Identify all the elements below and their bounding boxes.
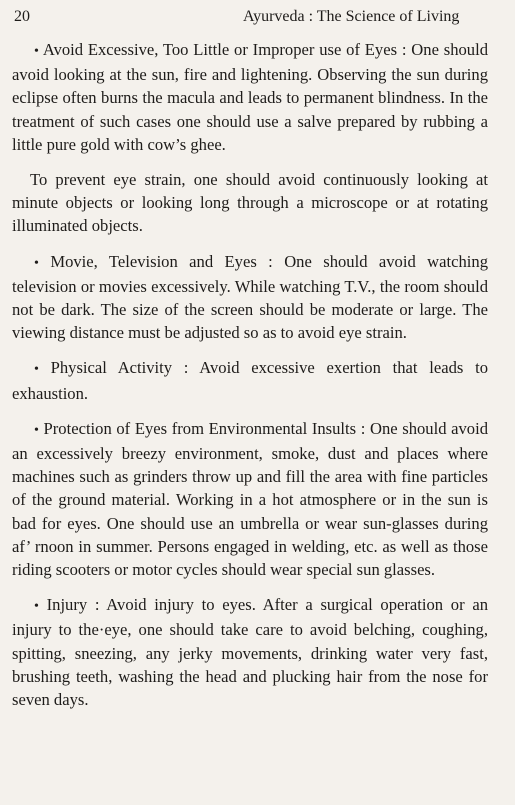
paragraph-text: Movie, Television and Eyes : One should avoid watching television or movies excessively. While watching T.V., the room should not be dark. The size of the screen should be moderate or large. The viewing distance must be adjusted so as to avoid eye strain. (12, 251, 488, 343)
paragraph-text: To prevent eye strain, one should avoid continuously looking at minute objects or looking long through a microscope or at rotating illuminated objects. (12, 170, 488, 236)
page-number: 20 (14, 8, 30, 25)
bullet-icon: • (34, 599, 39, 615)
paragraph-movie-tv (12, 250, 488, 345)
paragraph-eye-use (12, 38, 488, 156)
bullet-icon: • (34, 422, 39, 438)
paragraph-injury (12, 593, 488, 711)
paragraph-text: Protection of Eyes from Environmental Insults : One should avoid an excessively breezy environment, smoke, dust and places where machines such as grinders throw up and fill the area with fine particles of the ground material. Working in a hot atmosphere or in the sun is bad for eyes. One should use an umbrella or wear sun-glasses during af’ rnoon in summer. Persons engaged in welding, etc. as well as those riding scooters or motor cycles should wear special sun glasses. (12, 418, 489, 580)
page-body (12, 38, 488, 711)
paragraph-eye-strain (12, 168, 488, 238)
paragraph-environment (12, 417, 488, 581)
bullet-icon: • (34, 255, 39, 271)
paragraph-text: Injury : Avoid injury to eyes. After a surgical operation or an injury to the·eye, one should take care to avoid belching, coughing, spitting, sneezing, any jerky movements, drinking water very fast, brushing teeth, washing the head and plucking hair from the nose for seven days. (12, 595, 488, 710)
bullet-icon: • (34, 44, 39, 59)
bullet-icon: • (34, 362, 39, 378)
paragraph-physical-activity (12, 356, 488, 404)
paragraph-text: Avoid Excessive, Too Little or Improper use of Eyes : One should avoid looking at the sun, fire and lightening. Observing the sun during eclipse often burns the macula and leads to permanent blindness. In the treatment of such cases one should use a salve prepared by rubbing a little pure gold with cow’s ghee. (12, 40, 489, 154)
paragraph-text: Physical Activity : Avoid excessive exertion that leads to exhaustion. (12, 358, 488, 403)
running-header: Ayurveda : The Science of Living (243, 8, 460, 25)
